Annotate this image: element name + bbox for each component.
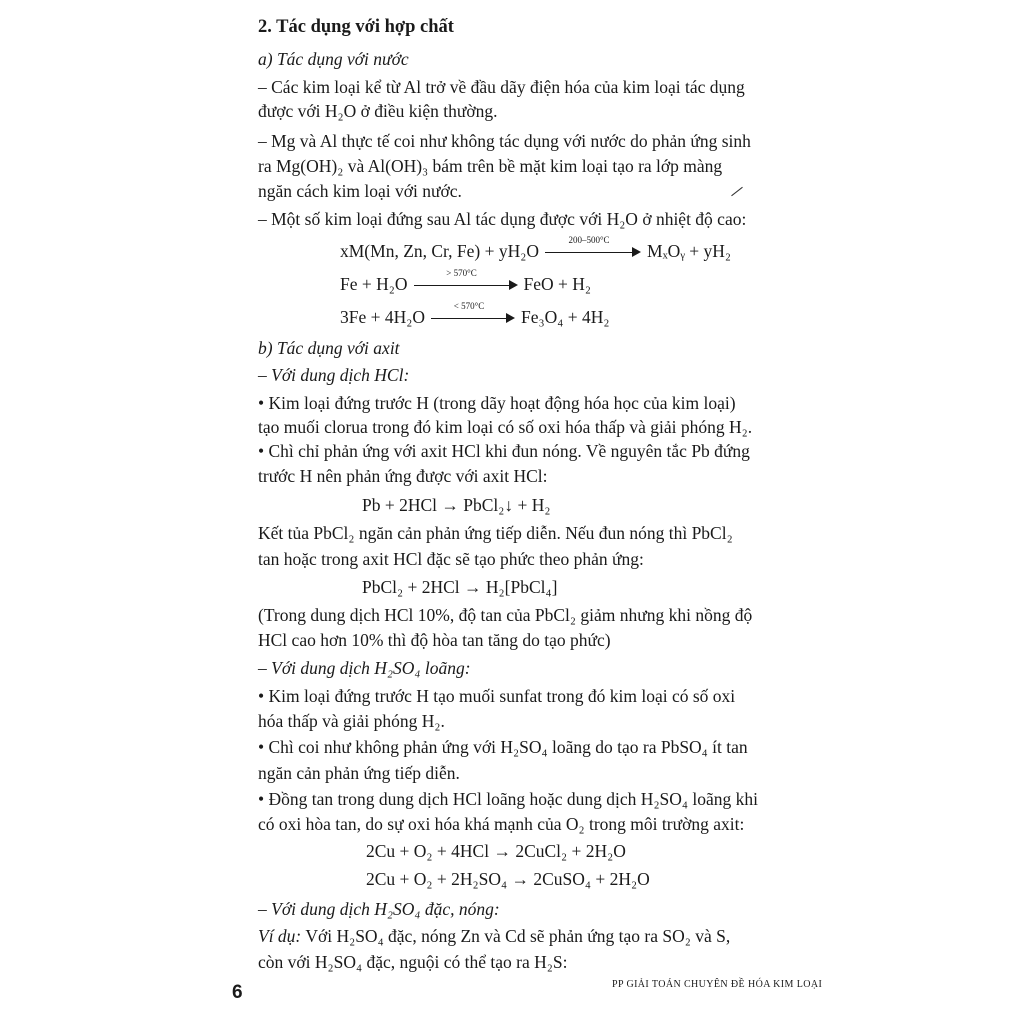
text-line: – Các kim loại kể từ Al trở về đầu dãy điện hóa của kim loại tác dụng [258,77,745,97]
text-line: • Kim loại đứng trước H (trong dãy hoạt động hóa học của kim loại) [258,393,736,413]
subsection-water: a) Tác dụng với nước [258,49,409,69]
equation-left: Fe + H₂O [340,274,408,294]
equation-left: xM(Mn, Zn, Cr, Fe) + yH₂O [340,241,540,261]
text-line: (Trong dung dịch HCl 10%, độ tan của PbCl₂ giảm nhưng khi nồng độ [258,605,753,625]
reaction-arrow [431,300,515,324]
subsection-dilute-h2so4: – Với dung dịch H₂SO₄ loãng: [258,658,471,678]
text-line: tan hoặc trong axit HCl đặc sẽ tạo phức theo phản ứng: [258,549,644,569]
subsection-conc-h2so4: – Với dung dịch H₂SO₄ đặc, nóng: [258,899,500,919]
equation-5: PbCl₂ + 2HCl → H₂[PbCl₄] [362,577,558,597]
reaction-arrow [414,267,518,291]
pen-mark [731,187,743,196]
equation-7: 2Cu + O₂ + 2H₂SO₄ → 2CuSO₄ + 2H₂O [366,869,650,889]
equation-2 [340,267,591,295]
reaction-condition: > 570°C [446,267,477,278]
equation-6: 2Cu + O₂ + 4HCl → 2CuCl₂ + 2H₂O [366,841,626,861]
reaction-condition: < 570°C [453,300,485,311]
text-line: ngăn cách kim loại với nước. [258,181,462,201]
equation-left: 3Fe + 4H₂O [340,307,425,327]
text-line: được với H₂O ở điều kiện thường. [258,101,498,121]
text-line [258,925,730,947]
reaction-condition: 200–500°C [568,234,610,245]
text-line: – Mg và Al thực tế coi như không tác dụng với nước do phản ứng sinh [258,131,751,151]
text-line: hóa thấp và giải phóng H₂. [258,711,445,731]
text-line: • Đồng tan trong dung dịch HCl loãng hoặc dung dịch H₂SO₄ loãng khi [258,789,759,809]
text-line: ra Mg(OH)₂ và Al(OH)₃ bám trên bề mặt kim loại tạo ra lớp màng [258,156,723,176]
page-number: 6 [232,982,243,1003]
equation-right: Fe₃O₄ + 4H₂ [521,307,610,327]
text-line: • Chì chỉ phản ứng với axit HCl khi đun nóng. Về nguyên tắc Pb đứng [258,441,750,461]
text-line: ngăn cản phản ứng tiếp diễn. [258,763,460,783]
text-line: • Chì coi như không phản ứng với H₂SO₄ loãng do tạo ra PbSO₄ ít tan [258,737,748,757]
text-line: Kết tủa PbCl₂ ngăn cản phản ứng tiếp diễn. Nếu đun nóng thì PbCl₂ [258,523,733,543]
equation-right: MₓOᵧ + yH₂ [647,241,732,261]
equation-1 [340,234,732,262]
text-line: trước H nên phản ứng được với axit HCl: [258,466,548,486]
text-line: có oxi hòa tan, do sự oxi hóa khá mạnh của O₂ trong môi trường axit: [258,814,745,834]
subsection-acid: b) Tác dụng với axit [258,338,400,358]
text-line: • Kim loại đứng trước H tạo muối sunfat trong đó kim loại có số oxi [258,686,736,706]
running-footer: PP GIẢI TOÁN CHUYÊN ĐỀ HÓA KIM LOẠI [612,979,823,990]
reaction-arrow [545,234,641,258]
section-heading: 2. Tác dụng với hợp chất [258,17,454,37]
text-line: HCl cao hơn 10% thì độ hòa tan tăng do tạo phức) [258,630,611,650]
equation-3 [340,300,610,328]
text-line: còn với H₂SO₄ đặc, nguội có thể tạo ra H₂S: [258,952,568,972]
equation-4: Pb + 2HCl → PbCl₂↓ + H₂ [362,495,551,515]
equation-right: FeO + H₂ [523,274,591,294]
text-line: – Một số kim loại đứng sau Al tác dụng được với H₂O ở nhiệt độ cao: [258,209,747,229]
subsection-hcl: – Với dung dịch HCl: [258,365,410,385]
example-text: Với H₂SO₄ đặc, nóng Zn và Cd sẽ phản ứng tạo ra SO₂ và S, [301,926,731,946]
text-line: tạo muối clorua trong đó kim loại có số oxi hóa thấp và giải phóng H₂. [258,417,753,437]
example-label: Ví dụ: [258,926,302,946]
